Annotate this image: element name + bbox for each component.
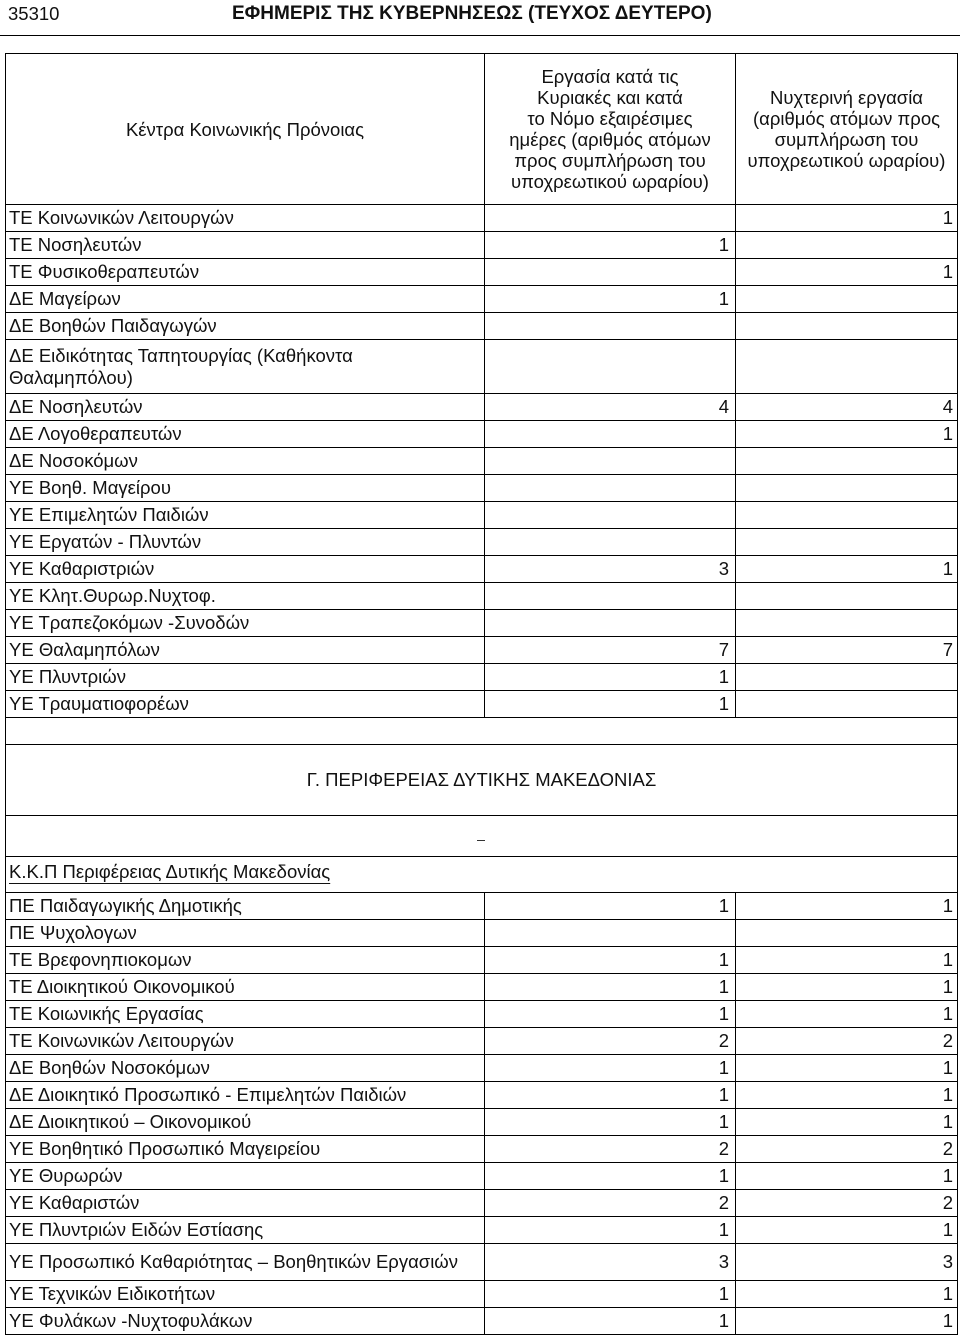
night-work-count: 2	[736, 1136, 958, 1163]
welfare-centers-rows	[6, 205, 958, 718]
column-header-line: υποχρεωτικού ωραρίου)	[747, 150, 946, 171]
table-row	[6, 1190, 958, 1217]
subsection-heading-row	[6, 857, 958, 893]
sunday-holiday-count: 3	[485, 1244, 736, 1281]
position-label: ΥΕ Τραπεζοκόμων -Συνοδών	[6, 610, 485, 637]
sunday-holiday-count: 1	[485, 232, 736, 259]
gazette-title: ΕΦΗΜΕΡΙΣ ΤΗΣ ΚΥΒΕΡΝΗΣΕΩΣ (ΤΕΥΧΟΣ ΔΕΥΤΕΡΟ)	[232, 3, 712, 24]
position-label: ΥΕ Βοηθητικό Προσωπικό Μαγειρείου	[6, 1136, 485, 1163]
night-work-count: 7	[736, 637, 958, 664]
position-label: ΠΕ Παιδαγωγικής Δημοτικής	[6, 893, 485, 920]
sunday-holiday-count: 4	[485, 394, 736, 421]
night-work-count: 1	[736, 1281, 958, 1308]
table-row	[6, 475, 958, 502]
night-work-count: 1	[736, 1109, 958, 1136]
position-label: ΤΕ Κοινωνικών Λειτουργών	[6, 1028, 485, 1055]
table-row	[6, 232, 958, 259]
position-label: ΤΕ Διοικητικού Οικονομικού	[6, 974, 485, 1001]
sunday-holiday-count: 1	[485, 1082, 736, 1109]
table-row	[6, 1055, 958, 1082]
table-row	[6, 691, 958, 718]
sunday-holiday-count: 1	[485, 286, 736, 313]
night-work-count	[736, 448, 958, 475]
sunday-holiday-count	[485, 259, 736, 286]
section-title: Γ. ΠΕΡΙΦΕΡΕΙΑΣ ΔΥΤΙΚΗΣ ΜΑΚΕΔΟΝΙΑΣ	[306, 769, 657, 790]
night-work-count	[736, 664, 958, 691]
table-row	[6, 637, 958, 664]
sunday-holiday-count	[485, 313, 736, 340]
column-header-line: συμπλήρωση του	[774, 129, 919, 150]
position-label: ΥΕ Καθαριστριών	[6, 556, 485, 583]
column-header-line: προς συμπλήρωση του	[514, 150, 706, 171]
night-work-count: 1	[736, 1163, 958, 1190]
position-label: ΥΕ Προσωπικό Καθαριότητας – Βοηθητικών Εργασιών	[6, 1244, 485, 1281]
night-work-count	[736, 286, 958, 313]
night-work-count	[736, 691, 958, 718]
night-work-count: 1	[736, 421, 958, 448]
position-label: ΤΕ Κοινωνικών Λειτουργών	[6, 205, 485, 232]
table-row	[6, 1109, 958, 1136]
sunday-holiday-count: 1	[485, 947, 736, 974]
table-row	[6, 1001, 958, 1028]
position-label: ΔΕ Ειδικότητας Ταπητουργίας (Καθήκοντα Θαλαμηπόλου)	[6, 340, 485, 394]
column-header-welfare-centers	[6, 54, 485, 205]
header-divider	[0, 35, 960, 36]
position-label: ΥΕ Καθαριστών	[6, 1190, 485, 1217]
position-label: ΥΕ Θυρωρών	[6, 1163, 485, 1190]
position-label: ΠΕ Ψυχολογων	[6, 920, 485, 947]
table-row	[6, 1028, 958, 1055]
empty-row	[6, 816, 958, 857]
sunday-holiday-count: 1	[485, 974, 736, 1001]
table-row	[6, 893, 958, 920]
empty-row	[6, 718, 958, 745]
night-work-count: 1	[736, 947, 958, 974]
position-label: ΔΕ Μαγείρων	[6, 286, 485, 313]
column-header-line: ημέρες (αριθμός ατόμων	[509, 129, 711, 150]
sunday-holiday-count	[485, 502, 736, 529]
night-work-count	[736, 583, 958, 610]
sunday-holiday-count: 2	[485, 1028, 736, 1055]
position-label: ΔΕ Διοικητικού – Οικονομικού	[6, 1109, 485, 1136]
sunday-holiday-count: 2	[485, 1190, 736, 1217]
table-row	[6, 1163, 958, 1190]
table-row	[6, 259, 958, 286]
position-label: ΤΕ Νοσηλευτών	[6, 232, 485, 259]
night-work-count: 1	[736, 974, 958, 1001]
sunday-holiday-count	[485, 421, 736, 448]
sunday-holiday-count: 1	[485, 1001, 736, 1028]
column-header-line: Κυριακές και κατά	[537, 87, 683, 108]
sunday-holiday-count: 1	[485, 664, 736, 691]
sunday-holiday-count: 1	[485, 1055, 736, 1082]
night-work-count: 1	[736, 1217, 958, 1244]
sunday-holiday-count	[485, 583, 736, 610]
sunday-holiday-count: 3	[485, 556, 736, 583]
position-label: ΥΕ Φυλάκων -Νυχτοφυλάκων	[6, 1308, 485, 1335]
table-row	[6, 920, 958, 947]
column-header-line: (αριθμός ατόμων προς	[752, 108, 941, 129]
table-row	[6, 664, 958, 691]
night-work-count: 2	[736, 1190, 958, 1217]
night-work-count: 1	[736, 259, 958, 286]
table-row	[6, 947, 958, 974]
section-heading-row	[6, 745, 958, 816]
position-label: ΥΕ Κλητ.Θυρωρ.Νυχτοφ.	[6, 583, 485, 610]
table-row	[6, 340, 958, 394]
sunday-holiday-count: 2	[485, 1136, 736, 1163]
table-row	[6, 502, 958, 529]
table-row	[6, 394, 958, 421]
position-label: ΔΕ Βοηθών Νοσοκόμων	[6, 1055, 485, 1082]
column-header-text: Κέντρα Κοινωνικής Πρόνοιας	[125, 118, 365, 140]
table-row	[6, 1244, 958, 1281]
position-label: ΔΕ Νοσηλευτών	[6, 394, 485, 421]
night-work-count: 2	[736, 1028, 958, 1055]
sunday-holiday-count: 1	[485, 691, 736, 718]
position-label: ΥΕ Θαλαμηπόλων	[6, 637, 485, 664]
night-work-count: 1	[736, 1308, 958, 1335]
column-header-night-work	[736, 54, 958, 205]
table-header-row	[6, 54, 958, 205]
night-work-count: 1	[736, 1001, 958, 1028]
subsection-title: Κ.Κ.Π Περιφέρειας Δυτικής Μακεδονίας	[9, 861, 331, 882]
night-work-count	[736, 920, 958, 947]
table-row	[6, 448, 958, 475]
position-label: ΥΕ Τραυματιοφορέων	[6, 691, 485, 718]
table-row	[6, 974, 958, 1001]
sunday-holiday-count: 1	[485, 1217, 736, 1244]
night-work-count	[736, 610, 958, 637]
night-work-count	[736, 313, 958, 340]
position-label: ΤΕ Βρεφονηπιοκομων	[6, 947, 485, 974]
position-label: ΥΕ Πλυντριών	[6, 664, 485, 691]
table-row	[6, 313, 958, 340]
sunday-holiday-count: 1	[485, 1308, 736, 1335]
staffing-table	[5, 53, 958, 1335]
table-row	[6, 1136, 958, 1163]
night-work-count	[736, 502, 958, 529]
column-header-line: υποχρεωτικού ωραρίου)	[511, 171, 709, 192]
column-header-line: Νυχτερινή εργασία	[770, 87, 923, 108]
position-label: ΥΕ Επιμελητών Παιδιών	[6, 502, 485, 529]
night-work-count: 1	[736, 893, 958, 920]
sunday-holiday-count	[485, 448, 736, 475]
table-row	[6, 421, 958, 448]
position-label: ΔΕ Λογοθεραπευτών	[6, 421, 485, 448]
night-work-count: 1	[736, 556, 958, 583]
sunday-holiday-count	[485, 529, 736, 556]
night-work-count	[736, 340, 958, 394]
column-header-line: Εργασία κατά τις	[541, 66, 679, 87]
position-label: ΔΕ Διοικητικό Προσωπικό - Επιμελητών Παιδιών	[6, 1082, 485, 1109]
position-label: ΤΕ Κοιωνικής Εργασίας	[6, 1001, 485, 1028]
position-label: ΤΕ Φυσικοθεραπευτών	[6, 259, 485, 286]
page-number: 35310	[8, 3, 60, 24]
western-macedonia-rows	[6, 893, 958, 1335]
sunday-holiday-count: 1	[485, 1109, 736, 1136]
sunday-holiday-count: 7	[485, 637, 736, 664]
position-label: ΥΕ Βοηθ. Μαγείρου	[6, 475, 485, 502]
night-work-count: 1	[736, 1082, 958, 1109]
night-work-count	[736, 529, 958, 556]
position-label: ΔΕ Νοσοκόμων	[6, 448, 485, 475]
sunday-holiday-count	[485, 340, 736, 394]
table-row	[6, 529, 958, 556]
sunday-holiday-count	[485, 205, 736, 232]
table-row	[6, 286, 958, 313]
sunday-holiday-count	[485, 475, 736, 502]
table-row	[6, 1308, 958, 1335]
sunday-holiday-count	[485, 610, 736, 637]
table-row	[6, 205, 958, 232]
table-row	[6, 556, 958, 583]
position-label: ΥΕ Πλυντριών Ειδών Εστίασης	[6, 1217, 485, 1244]
table-row	[6, 1217, 958, 1244]
night-work-count	[736, 475, 958, 502]
column-header-sundays-holidays	[485, 54, 736, 205]
sunday-holiday-count: 1	[485, 893, 736, 920]
night-work-count	[736, 232, 958, 259]
position-label: ΔΕ Βοηθών Παιδαγωγών	[6, 313, 485, 340]
column-header-line: το Νόμο εξαιρέσιμες	[527, 108, 693, 129]
stray-mark	[477, 840, 485, 841]
table-row	[6, 1082, 958, 1109]
night-work-count: 4	[736, 394, 958, 421]
sunday-holiday-count: 1	[485, 1281, 736, 1308]
night-work-count: 1	[736, 205, 958, 232]
position-label: ΥΕ Εργατών - Πλυντών	[6, 529, 485, 556]
table-row	[6, 583, 958, 610]
night-work-count: 1	[736, 1055, 958, 1082]
position-label: ΥΕ Τεχνικών Ειδικοτήτων	[6, 1281, 485, 1308]
table-row	[6, 1281, 958, 1308]
sunday-holiday-count: 1	[485, 1163, 736, 1190]
night-work-count: 3	[736, 1244, 958, 1281]
table-row	[6, 610, 958, 637]
sunday-holiday-count	[485, 920, 736, 947]
